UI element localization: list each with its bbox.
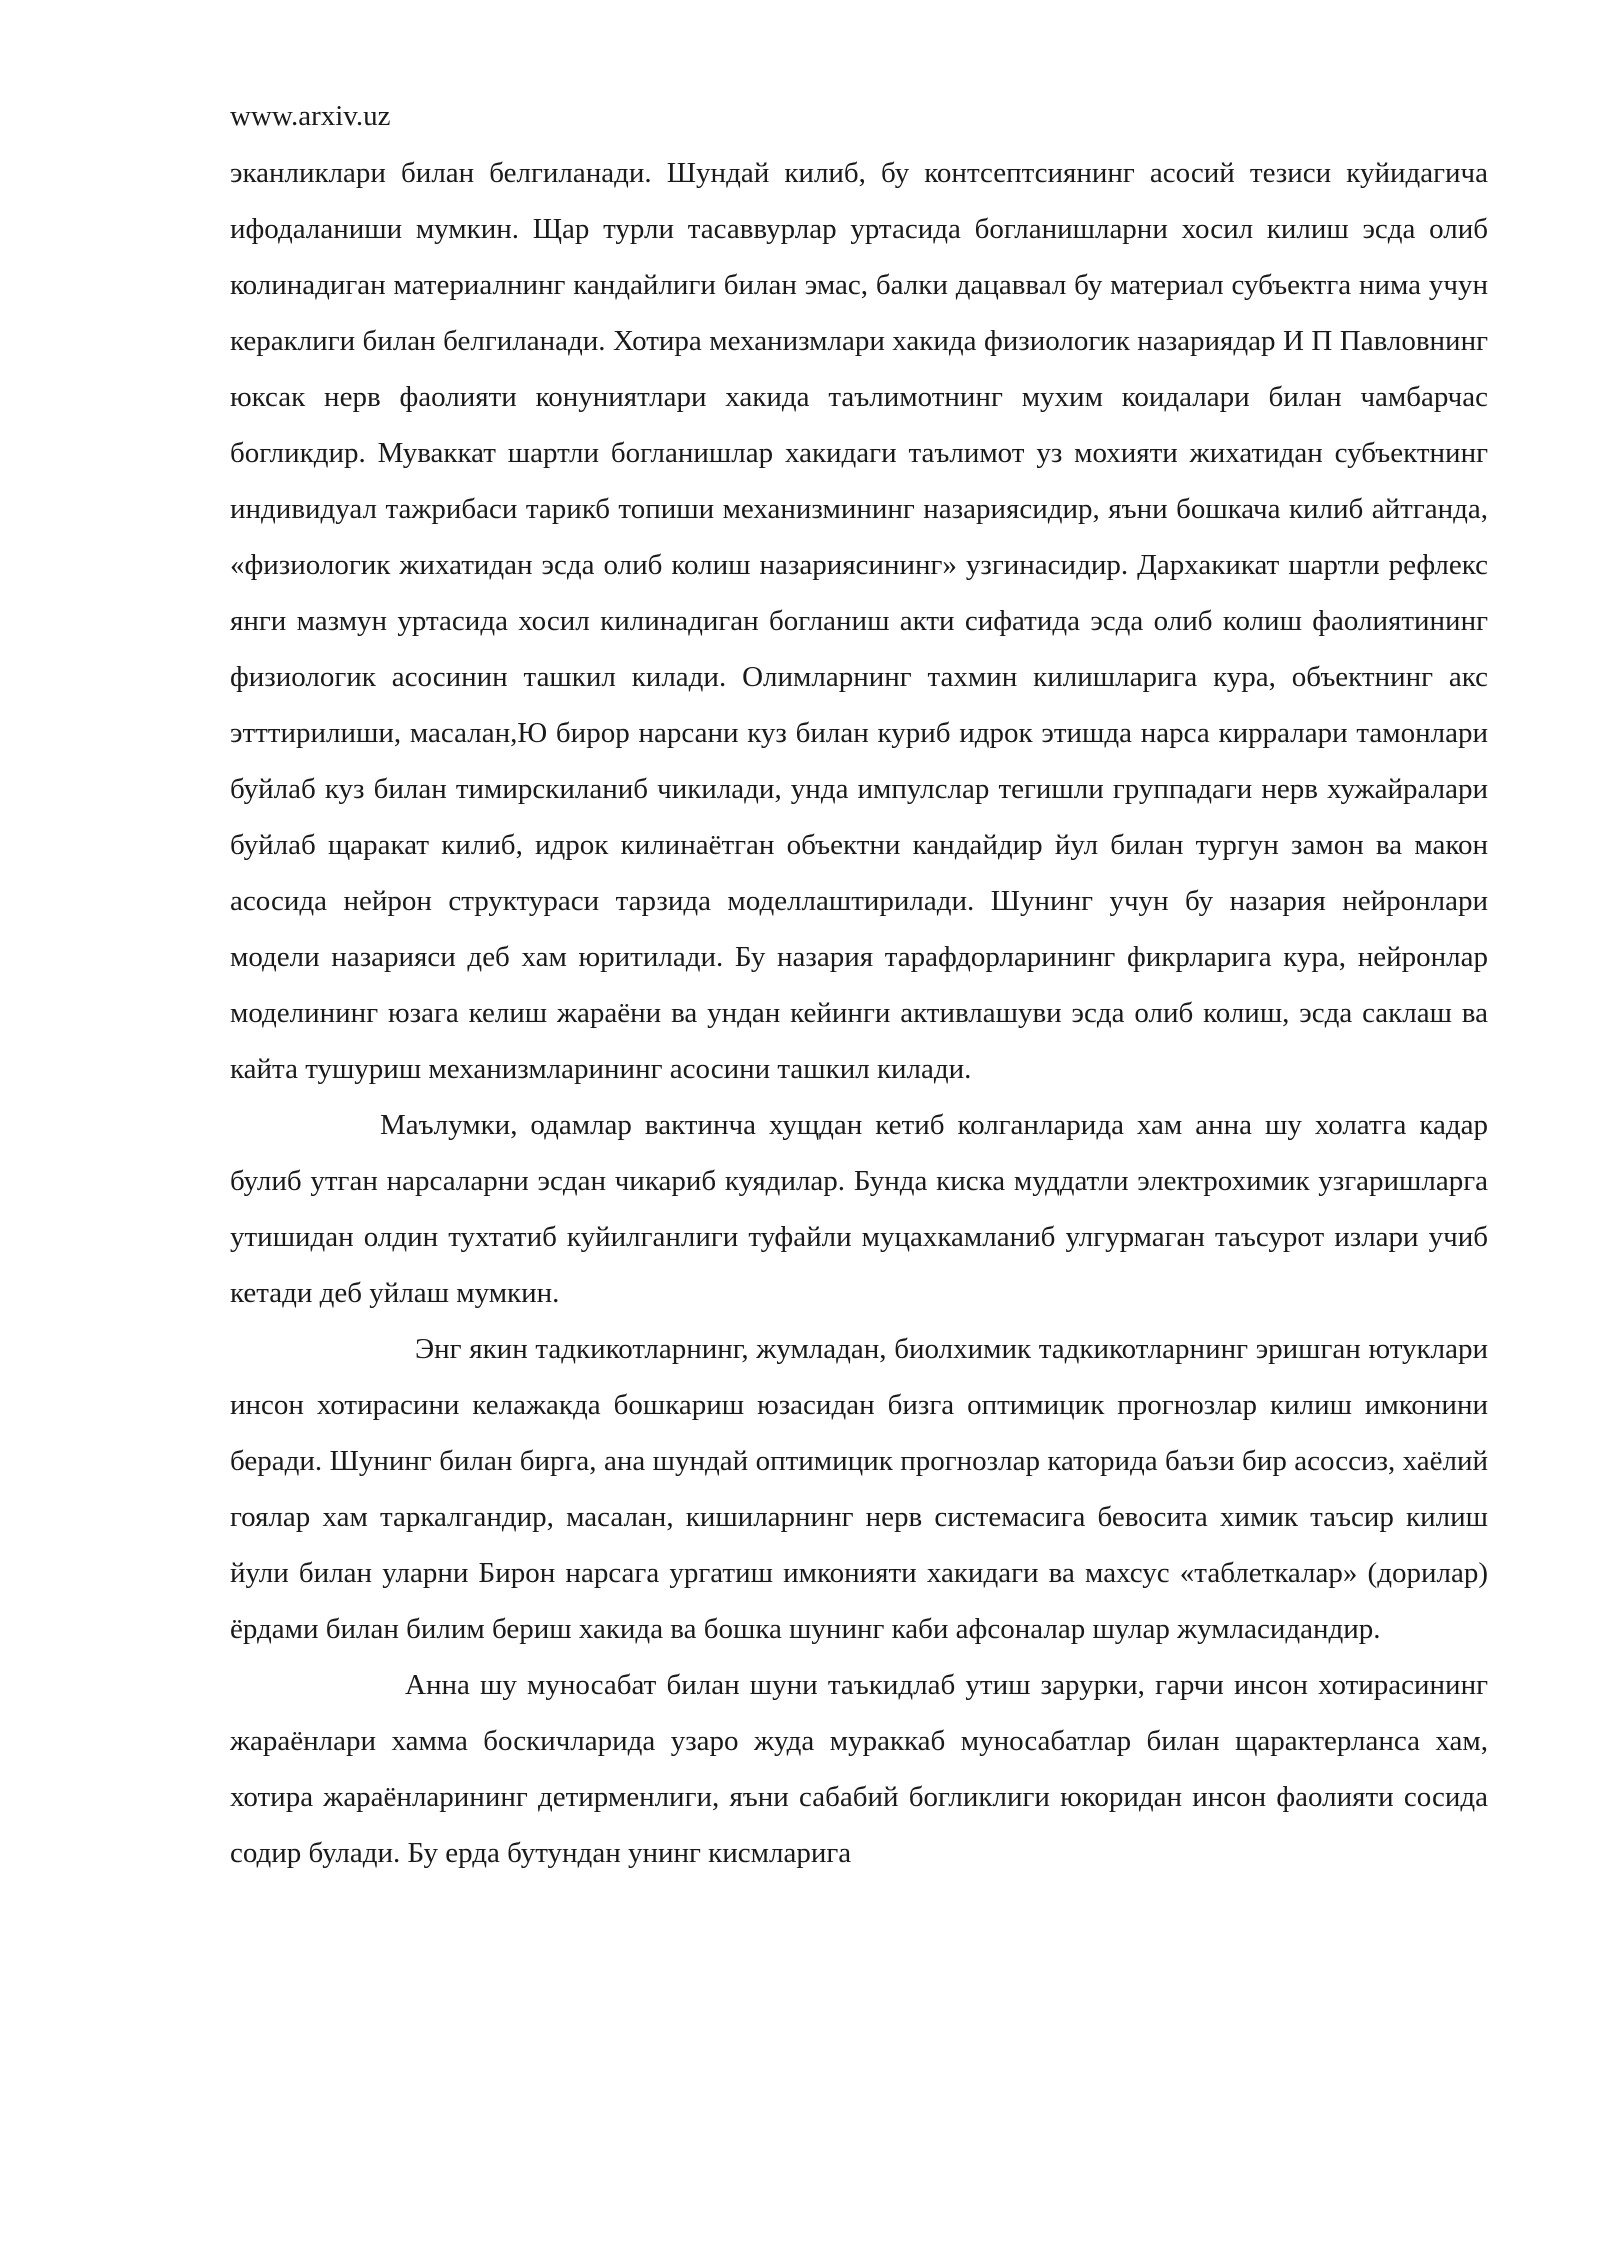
site-header: www.arxiv.uz	[230, 100, 391, 132]
paragraph: Энг якин тадкикотларнинг, жумладан, биолхимик тадкикотларнинг эришган ютуклари инсон хотирасини келажакда бошкариш юзасидан бизга оптимицик прогнозлар килиш имконини беради. Шунинг билан бирга, ана шундай оптимицик прогнозлар каторида баъзи бир асоссиз, хаёлий гоялар хам таркалгандир, масалан, кишиларнинг нерв системасига бевосита химик таъсир килиш йули билан уларни Бирон нарсага ургатиш имконияти хакидаги ва махсус «таблеткалар» (дорилар) ёрдами билан билим бериш хакида ва бошка шунинг каби афсоналар шулар жумласидандир.	[230, 1333, 1488, 1645]
paragraph: эканликлари билан белгиланади. Шундай килиб, бу контсептсиянинг асосий тезиси куйидагича ифодаланиши мумкин. Щар турли тасаввурлар уртасида богланишларни хосил килиш эсда олиб колинадиган материалнинг кандайлиги билан эмас, балки дацаввал бу материал субъектга нима учун кераклиги билан белгиланади. Хотира механизмлари хакида физиологик назариядар И П Павловнинг юксак нерв фаолияти конуниятлари хакида таълимотнинг мухим коидалари билан чамбарчас богликдир. Муваккат шартли богланишлар хакидаги таълимот уз мохияти жихатидан субъектнинг индивидуал тажрибаси тарикб топиши механизмининг назариясидир, яъни бошкача килиб айтганда, «физиологик жихатидан эсда олиб колиш назариясининг» узгинасидир. Дархакикат шартли рефлекс янги мазмун уртасида хосил килинадиган богланиш акти сифатида эсда олиб колиш фаолиятининг физиологик асосинин ташкил килади. Олимларнинг тахмин килишларига кура, объектнинг акс этттирилиши, масалан,Ю бирор нарсани куз билан куриб идрок этишда нарса кирралари тамонлари буйлаб куз билан тимирскиланиб чикилади, унда импулслар тегишли группадаги нерв хужайралари буйлаб щаракат килиб, идрок килинаётган объектни кандайдир йул билан тургун замон ва макон асосида нейрон структураси тарзида моделлаштирилади. Шунинг учун бу назария нейронлари модели назарияси деб хам юритилади. Бу назария тарафдорларининг фикрларига кура, нейронлар моделининг юзага келиш жараёни ва ундан кейинги активлашуви эсда олиб колиш, эсда саклаш ва кайта тушуриш механизмларининг асосини ташкил килади.	[230, 157, 1488, 1085]
paragraph: Анна шу муносабат билан шуни таъкидлаб утиш зарурки, гарчи инсон хотирасининг жараёнлари хамма боскичларида узаро жуда мураккаб муносабатлар билан щарактерланса хам, хотира жараёнларининг детирменлиги, яъни сабабий богликлиги юкоридан инсон фаолияти сосида содир булади. Бу ерда бутундан унинг кисмларига	[230, 1669, 1488, 1869]
document-body	[230, 145, 1488, 1881]
paragraph: Маълумки, одамлар вактинча хущдан кетиб колганларида хам анна шу холатга кадар булиб утган нарсаларни эсдан чикариб куядилар. Бунда киска муддатли электрохимик узгаришларга утишидан олдин тухтатиб куйилганлиги туфайли муцахкамланиб улгурмаган таъсурот излари учиб кетади деб уйлаш мумкин.	[230, 1109, 1488, 1309]
